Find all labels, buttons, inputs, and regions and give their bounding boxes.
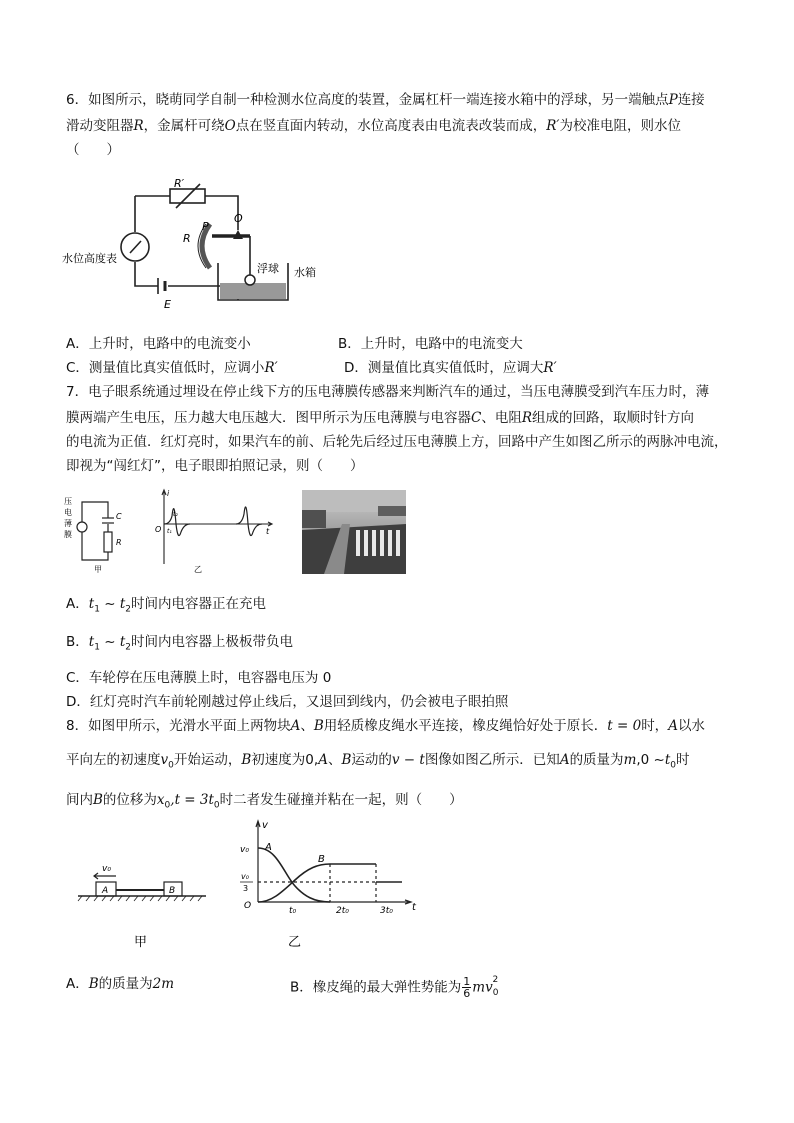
var-P: P xyxy=(668,92,678,108)
q8-text: 0, xyxy=(305,752,319,768)
q7-stem-line3: 的电流为正值．红灯亮时，如果汽车的前、后轮先后经过压电薄膜上方，回路中产生如图乙所示的两脉冲电流， xyxy=(66,434,728,450)
var-R: R xyxy=(521,410,533,426)
q7-current-graph xyxy=(150,486,280,576)
var-B: B xyxy=(93,792,103,808)
q7-option-a xyxy=(66,594,266,620)
q8-text: 用轻质橡皮绳水平连接，橡皮绳恰好处于原长． xyxy=(323,718,608,734)
ytick-frac-num: v₀ xyxy=(241,872,249,881)
label-R: R xyxy=(116,538,122,547)
q8-option-a xyxy=(66,974,174,994)
subscript: 1 xyxy=(94,604,100,615)
label-E: E xyxy=(164,298,171,311)
q6-text: 滑动变阻器 xyxy=(66,118,134,134)
q6-stem-line1 xyxy=(66,90,705,110)
label-O: O xyxy=(244,901,252,911)
q6-circuit-diagram xyxy=(60,168,330,316)
q8-text: 平向左的初速度 xyxy=(66,752,161,768)
q6-option-a: A．上升时，电路中的电流变小 xyxy=(66,336,251,352)
q8-text: 的位移为 xyxy=(102,792,157,808)
subscript: 1 xyxy=(94,642,100,653)
var-t: t xyxy=(88,634,95,650)
var-C: C xyxy=(471,410,482,426)
q8-stem-line3: 间内B的位移为$x_0,t = 3t_0$时二者发生碰撞并粘在一起，则（ ） xyxy=(66,792,463,811)
q7-text: 时间内电容器上极板带负电 xyxy=(131,634,294,650)
q8-text: 的质量为 xyxy=(569,752,624,768)
q8-text: 时， xyxy=(641,718,669,734)
var-x: x xyxy=(156,792,165,808)
option-letter: A． xyxy=(66,596,89,612)
axis-i: i xyxy=(167,489,170,498)
q8-text: 时 xyxy=(676,752,690,768)
var-A: A xyxy=(668,718,678,734)
label-R: R xyxy=(183,232,191,245)
q7-text: 时间内电容器正在充电 xyxy=(131,596,266,612)
q8-text: 开始运动， xyxy=(173,752,242,768)
var-2m: 2m xyxy=(152,976,175,992)
var-Rprime: R′ xyxy=(543,360,557,376)
frac-den: 6 xyxy=(463,987,471,1000)
q6-text: 为校准电阻，则水位 xyxy=(559,118,681,134)
q8-text: 运动的 xyxy=(351,752,392,768)
label-P: P xyxy=(202,220,209,233)
option-letter: B． xyxy=(66,634,89,650)
fraction xyxy=(462,976,471,999)
label-float: 浮球 xyxy=(257,262,279,275)
label-O: O xyxy=(155,525,162,534)
q8-text: 时二者发生碰撞并粘在一起，则（ ） xyxy=(219,792,463,808)
q7-option-b xyxy=(66,632,293,658)
q8-text: 初速度为 xyxy=(251,752,306,768)
q7-option-d: D．红灯亮时汽车前轮刚越过停止线后，又退回到线内，仍会被电子眼拍照 xyxy=(66,694,509,710)
label-tank: 水箱 xyxy=(294,266,316,279)
caption-yi: 乙 xyxy=(194,565,202,574)
q6-option-c xyxy=(66,358,278,378)
q8-text: 的质量为 xyxy=(98,976,153,992)
caption-yi: 乙 xyxy=(288,935,302,950)
var-t: t xyxy=(119,634,126,650)
axis-v: v xyxy=(262,820,268,831)
q6-text: 6．如图所示，晓萌同学自制一种检测水位高度的装置，金属杠杆一端连接水箱中的浮球，另一端触点 xyxy=(66,92,669,108)
caption-jia: 甲 xyxy=(94,565,102,574)
label-v0: v₀ xyxy=(102,864,111,874)
q7-text: 、电阻 xyxy=(481,410,522,426)
q7-text: 膜两端产生电压，压力越大电压越大．图甲所示为压电薄膜与电容器 xyxy=(66,410,471,426)
range-sign: ~ xyxy=(99,634,120,650)
q8-text: 间内 xyxy=(66,792,93,808)
q8-option-b: B．橡皮绳的最大弹性势能为 $\frac{1}{6}$ $mv_0^2$ xyxy=(290,975,499,1000)
var-t: t xyxy=(119,596,126,612)
crosswalk-photo xyxy=(302,490,406,574)
xtick-2t0: 2t₀ xyxy=(336,906,349,916)
film-char: 压 xyxy=(64,497,72,506)
float-ball xyxy=(245,275,255,285)
q8-stem-line1 xyxy=(66,716,705,736)
q7-circuit-jia xyxy=(62,488,142,574)
label-A: A xyxy=(102,886,109,896)
film-char: 薄 xyxy=(64,519,72,528)
var-B: B xyxy=(241,752,252,768)
q8-stem-line2: 平向左的初速度$v_0$开始运动，B初速度为0,A、B运动的v − t图像如图乙所示．已知A的质量为m,0 $\sim t_0$时 xyxy=(66,752,690,771)
axis-t: t xyxy=(412,902,416,913)
film-char: 电 xyxy=(64,508,72,517)
q8-blocks-jia xyxy=(76,860,210,950)
q8-text: 、 xyxy=(300,718,314,734)
curve-B-line xyxy=(258,864,376,902)
q6-text: D．测量值比真实值低时，应调大 xyxy=(344,360,544,376)
var-Rprime: R′ xyxy=(264,360,278,376)
var-B: B xyxy=(88,976,99,992)
label-C: C xyxy=(116,512,122,521)
q8-text: 图像如图乙所示．已知 xyxy=(424,752,560,768)
frac-num: 1 xyxy=(463,975,471,988)
q6-option-d xyxy=(344,358,557,378)
q7-stem-line1: 7．电子眼系统通过埋设在停止线下方的压电薄膜传感器来判断汽车的通过，当压电薄膜受到汽车压力时，薄 xyxy=(66,384,710,400)
q8-text: B．橡皮绳的最大弹性势能为 xyxy=(290,979,462,996)
range-sign: ~ xyxy=(99,596,120,612)
var-v: v xyxy=(160,752,169,768)
q6-text: ，金属杆可绕 xyxy=(143,118,225,134)
var-mv: mv xyxy=(472,979,493,996)
label-B: B xyxy=(169,886,176,896)
q6-text: 连接 xyxy=(677,92,705,108)
q7-option-c: C．车轮停在压电薄膜上时，电容器电压为 0 xyxy=(66,670,332,686)
var-B: B xyxy=(313,718,324,734)
curve-B-label: B xyxy=(318,854,325,865)
var-t: t xyxy=(88,596,95,612)
curve-A-label: A xyxy=(265,842,272,853)
q7-stem-line2 xyxy=(66,408,694,428)
label-t1: t₁ xyxy=(167,528,172,535)
xtick-3t0: 3t₀ xyxy=(380,906,393,916)
q6-answer-bracket: （ ） xyxy=(66,142,120,158)
var-B: B xyxy=(341,752,352,768)
q6-stem-line2 xyxy=(66,116,681,136)
axis-t: t xyxy=(266,527,270,536)
var-R: R xyxy=(133,118,144,134)
ytick-frac-den: 3 xyxy=(243,884,249,893)
q8-vt-graph xyxy=(232,818,422,950)
label-Rprime: R′ xyxy=(174,177,185,190)
q6-text: C．测量值比真实值低时，应调小 xyxy=(66,360,265,376)
var-t-eq: ,t = 3t xyxy=(170,792,214,808)
subscript: 2 xyxy=(125,604,131,615)
subscript: 2 xyxy=(125,642,132,653)
label-t2: t₂ xyxy=(173,511,178,518)
var-A: A xyxy=(318,752,328,768)
xtick-t0: t₀ xyxy=(289,906,297,916)
var-O: O xyxy=(224,118,236,134)
var-t-eq: t = 0 xyxy=(607,718,642,734)
var-m: m xyxy=(623,752,637,768)
q8-text: 以水 xyxy=(677,718,705,734)
var-Rprime: R′ xyxy=(546,118,560,134)
film-char: 膜 xyxy=(64,530,72,539)
q8-text: 、 xyxy=(327,752,342,768)
label-O: O xyxy=(234,212,243,225)
ytick-v0: v₀ xyxy=(240,845,249,855)
q8-text: ,0 ~ xyxy=(636,752,665,768)
q7-text: 组成的回路，取顺时针方向 xyxy=(532,410,695,426)
option-letter: A． xyxy=(66,976,89,992)
q8-text: 8．如图甲所示，光滑水平面上两物块 xyxy=(66,718,291,734)
var-A: A xyxy=(290,718,301,734)
q7-stem-line4: 即视为“闯红灯”，电子眼即拍照记录，则（ ） xyxy=(66,458,364,474)
q6-text: 点在竖直面内转动，水位高度表由电流表改装而成， xyxy=(235,118,547,134)
caption-jia: 甲 xyxy=(134,935,148,950)
water-fill xyxy=(220,283,286,299)
var-A: A xyxy=(559,752,570,768)
var-vt: v − t xyxy=(391,752,425,768)
label-meter: 水位高度表 xyxy=(62,252,117,265)
q6-option-b: B．上升时，电路中的电流变大 xyxy=(338,336,523,352)
